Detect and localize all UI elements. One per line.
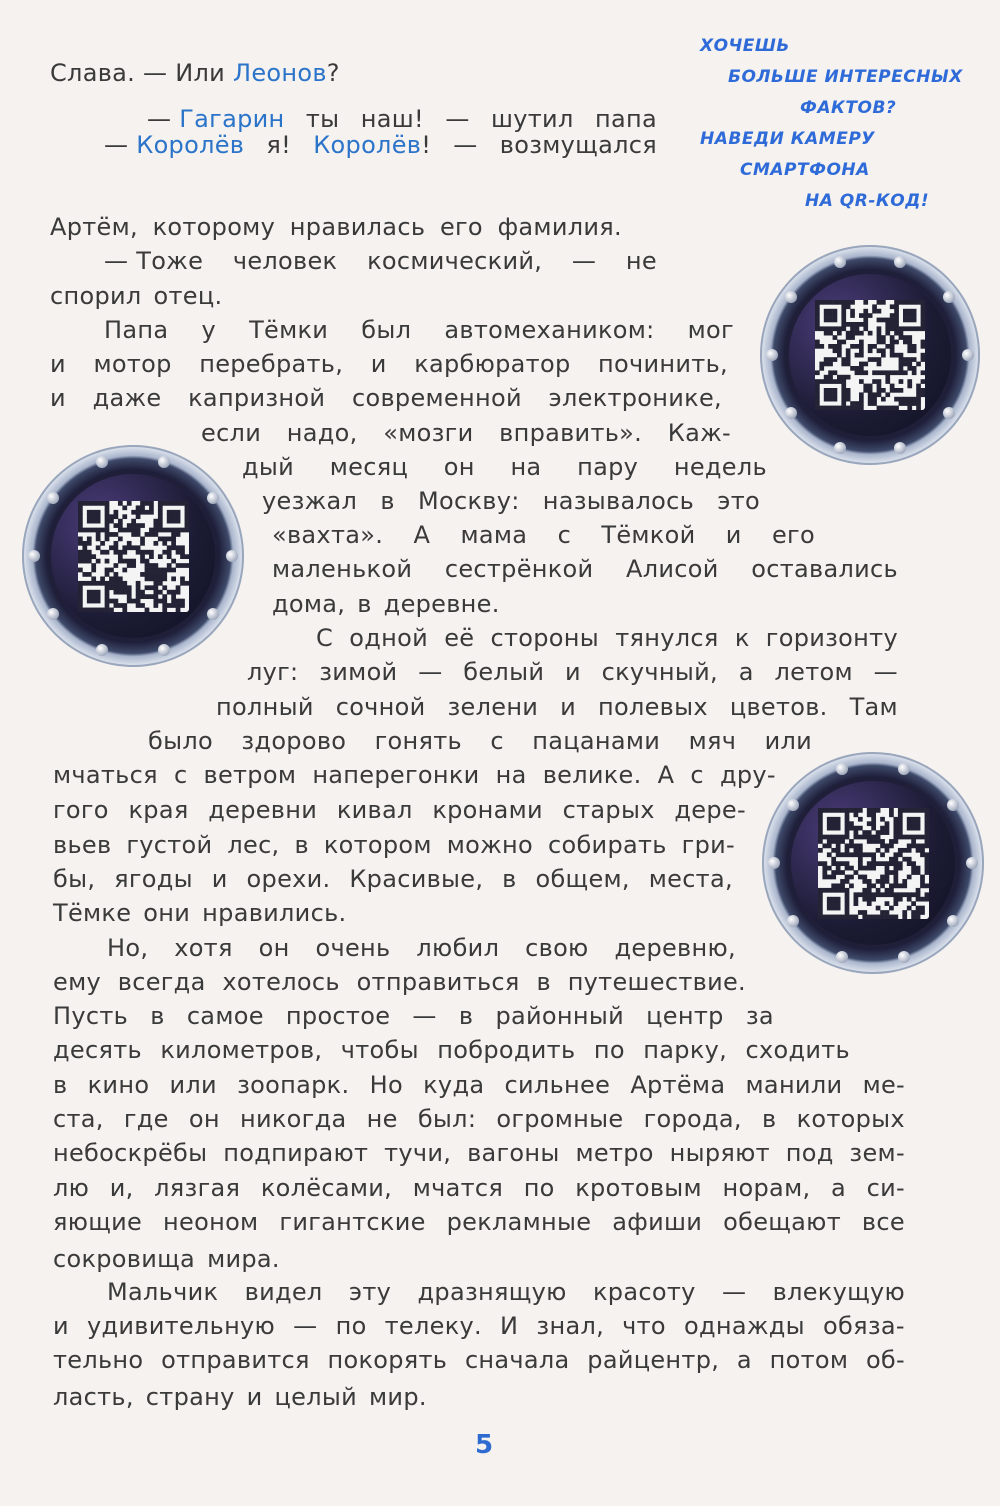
word: надо, [286,419,358,447]
word: зимой [319,658,398,686]
word: Мальчик [107,1278,219,1306]
text-line-l15 [272,587,520,621]
word: полный [216,693,314,721]
word: луг: [247,658,299,686]
word: лю [53,1174,90,1202]
word: кино [87,1071,150,1099]
word: целый [274,1383,358,1411]
word: гонять [374,727,462,755]
word: Каж- [667,419,731,447]
word: огромные [496,1105,624,1133]
word: где [123,1105,169,1133]
word: центр [646,1002,724,1030]
word: в [536,968,551,996]
word: хотелось [222,968,340,996]
word: гри- [681,831,735,859]
word: даже [92,384,162,412]
word: уезжал [262,487,358,515]
word: в [150,1002,165,1030]
word: на [495,761,527,789]
word: влекущую [772,1278,905,1306]
text-line-l31 [53,1136,905,1170]
word: по [523,1174,555,1202]
word: гигантские [279,1208,426,1236]
word: Тёмке [53,899,132,927]
word: у [201,316,216,344]
word: всегда [117,968,206,996]
word: колёсами, [260,1174,393,1202]
word: Тёмки [249,316,329,344]
word: и [246,1383,263,1411]
word: ветром [203,761,297,789]
word: полевых [598,693,708,721]
word: очень [315,934,391,962]
word: ягоды [114,865,193,893]
word: человек [232,247,338,275]
word: зоопарк. [237,1071,350,1099]
text-line-l13 [272,518,815,552]
word: Москву: [417,487,520,515]
text-line-l37 [53,1343,905,1377]
word: вагоны [467,1139,560,1167]
word: норам, [722,1174,811,1202]
word: Слава. — Или Леонов? [50,59,340,87]
word: побродить [437,1036,576,1064]
word: Артём, [50,213,138,241]
promo-line-1: ХОЧЕШЬ [700,36,790,56]
word: лес, [227,831,280,859]
word: А [657,761,675,789]
text-line-l35 [107,1275,905,1309]
word: и [50,350,66,378]
text-line-l22 [53,828,735,862]
word: сходить [745,1036,850,1064]
word: Там [849,693,898,721]
word: дразнящую [417,1278,567,1306]
word: и [560,693,577,721]
word: неоном [163,1208,259,1236]
text-line-l32 [53,1171,905,1205]
word: карбюратор [414,350,571,378]
word: Но [369,1071,403,1099]
word: километров, [160,1036,323,1064]
text-line-l05 [104,244,657,278]
text-line-l09 [50,381,722,415]
word: деревне. [383,590,500,618]
word: рекламные [446,1208,592,1236]
word: куда [423,1071,485,1099]
word: деревни [208,796,318,824]
word: это [717,487,760,515]
text-line-l27 [53,999,774,1033]
word: с [690,761,704,789]
text-line-l33 [53,1205,905,1239]
word: простое [285,1002,391,1030]
word: и [211,865,228,893]
word: орехи. [246,865,331,893]
text-line-l06 [50,279,230,313]
word: зелени [447,693,539,721]
word: — [453,131,478,159]
word: — [571,247,597,275]
word: нравилась [289,213,426,241]
word: называлось [542,487,695,515]
word: мчатся [412,1174,504,1202]
word: — [412,1002,437,1030]
word: в [762,1105,777,1133]
word: общем, [535,865,630,893]
word: ласть, [53,1383,134,1411]
word: свою [525,934,589,962]
word: кронами [432,796,543,824]
word: или [764,727,812,755]
word: шутил [491,105,574,133]
text-line-l14 [272,552,898,586]
text-line-l29 [53,1068,905,1102]
text-line-l23 [53,862,733,896]
word: сначала [464,1346,570,1374]
word: с [490,727,504,755]
word: электронике, [548,384,722,412]
text-line-l03 [104,128,657,162]
word: — Гагарин [147,105,285,133]
word: её [444,624,475,652]
word: пацанами [532,727,661,755]
word: котором [323,831,432,859]
word: мама [460,521,528,549]
word: за [745,1002,774,1030]
text-line-l12 [262,484,760,518]
word: любил [416,934,500,962]
word: деревню, [614,934,736,962]
word: маленькой [272,555,413,583]
word: если [201,419,262,447]
word: кивал [336,796,413,824]
word: метро [575,1139,654,1167]
word: — Королёв [104,131,245,159]
text-line-l36 [53,1309,905,1343]
word: а [831,1174,847,1202]
word: в [53,1071,68,1099]
word: мира. [207,1245,280,1273]
word: мчаться [53,761,158,789]
word: был: [417,1105,477,1133]
word: отправиться [356,968,520,996]
word: под [785,1139,834,1167]
word: сильнее [504,1071,611,1099]
word: «вахта». [272,521,384,549]
word: мяч [688,727,737,755]
word: или [169,1071,217,1099]
word: путешествие. [567,968,746,996]
text-line-l20 [53,758,776,792]
word: скучный, [601,658,718,686]
word: вьев [53,831,112,859]
word: в [458,1002,474,1030]
word: его [439,213,483,241]
word: в [294,831,309,859]
word: его [771,521,815,549]
word: густой [126,831,213,859]
word: покорять [327,1346,448,1374]
word: однажды [683,1312,805,1340]
word: все [861,1208,905,1236]
word: которому [152,213,276,241]
text-line-l11 [242,450,767,484]
word: а [738,658,754,686]
promo-line-3: ФАКТОВ? [800,98,897,118]
word: фамилия. [497,213,622,241]
word: он [443,453,475,481]
word: Тёмкой [601,521,696,549]
word: — [293,1312,318,1340]
word: афиши [612,1208,703,1236]
word: и [564,658,581,686]
word: и [370,350,387,378]
word: лязгая [154,1174,241,1202]
word: города, [643,1105,742,1133]
word: страну [145,1383,235,1411]
word: сестрёнкой [444,555,594,583]
word: обещают [723,1208,841,1236]
word: ста, [53,1105,104,1133]
word: он [258,934,290,962]
word: С [316,624,334,652]
word: собирать [547,831,667,859]
word: чтобы [340,1036,419,1064]
word: районный [495,1002,625,1030]
word: ныряют [669,1139,770,1167]
text-line-l28 [53,1033,850,1067]
word: оставались [751,555,898,583]
word: видел [244,1278,323,1306]
word: гого [53,796,109,824]
word: телеку. [384,1312,482,1340]
word: здорово [241,727,347,755]
text-line-l18 [216,690,898,724]
word: дый [242,453,295,481]
text-line-l07 [104,313,734,347]
word: недель [673,453,767,481]
text-line-l16 [316,621,898,655]
text-line-l04 [50,210,622,244]
word: летом [774,658,853,686]
word: — [418,658,443,686]
word: починить, [598,350,728,378]
word: Папа [104,316,169,344]
word: не [625,247,657,275]
word: что [622,1312,666,1340]
word: цветов. [729,693,828,721]
word: наперегонки [312,761,480,789]
text-line-l38 [53,1380,446,1414]
word: нравились. [202,899,347,927]
text-line-l10 [201,416,731,450]
word: И [500,1312,519,1340]
word: Красивые, [349,865,484,893]
word: стороны [490,624,600,652]
text-line-l17 [247,655,898,689]
word: «мозги [383,419,474,447]
word: не [366,1105,398,1133]
text-line-l21 [53,793,746,827]
word: капризной [188,384,326,412]
word: хотя [174,934,233,962]
word: ему [53,968,101,996]
word: по [335,1312,367,1340]
word: перебрать, [199,350,344,378]
word: эту [348,1278,392,1306]
word: на [510,453,542,481]
word: с [173,761,188,789]
text-line-l34 [53,1242,285,1276]
word: обяза- [823,1312,905,1340]
word: Королёв! [313,131,432,159]
word: об- [865,1346,905,1374]
word: возмущался [499,131,657,159]
word: современной [351,384,522,412]
word: знал, [536,1312,605,1340]
word: мог [687,316,734,344]
page-number: 5 [474,1430,494,1460]
word: райцентр, [587,1346,720,1374]
word: спорил [50,282,142,310]
word: парку, [643,1036,728,1064]
word: Но, [107,934,149,962]
word: потом [769,1346,849,1374]
word: папа [594,105,657,133]
word: тянулся [615,624,719,652]
word: они [143,899,191,927]
word: мотор [93,350,172,378]
word: подпирают [223,1139,369,1167]
word: а [736,1346,752,1374]
promo-line-6: НА QR-КОД! [805,191,930,211]
word: ты [305,105,340,133]
word: с [557,521,572,549]
word: — Тоже [104,247,204,275]
word: места, [648,865,733,893]
word: велике. [542,761,642,789]
word: яющие [53,1208,143,1236]
text-line-l24 [53,896,354,930]
word: небоскрёбы [53,1139,208,1167]
word: Алисой [626,555,719,583]
word: месяц [329,453,409,481]
word: дере- [674,796,746,824]
word: отец. [153,282,223,310]
word: сочной [335,693,426,721]
word: автомехаником: [444,316,655,344]
promo-line-4: НАВЕДИ КАМЕРУ [700,129,875,149]
word: никогда [240,1105,347,1133]
word: самое [186,1002,264,1030]
word: он [188,1105,220,1133]
word: Артёма [630,1071,726,1099]
word: отправится [161,1346,310,1374]
word: си- [866,1174,905,1202]
word: А [413,521,431,549]
word: и [725,521,742,549]
word: было [148,727,213,755]
word: вправить». [499,419,643,447]
word: пару [577,453,639,481]
word: Пусть [53,1002,129,1030]
text-line-l25 [107,931,736,965]
word: дома, [272,590,346,618]
word: дру- [720,761,776,789]
word: — [721,1278,747,1306]
word: можно [446,831,534,859]
word: и [53,1312,69,1340]
word: ме- [862,1071,905,1099]
word: старых [562,796,655,824]
word: белый [463,658,545,686]
word: в [357,590,372,618]
text-line-l30 [53,1102,905,1136]
word: бы, [53,865,96,893]
word: горизонту [765,624,898,652]
word: тучи, [384,1139,452,1167]
text-line-l02 [50,56,420,90]
word: к [734,624,750,652]
word: — [445,105,470,133]
text-line-l19 [148,724,812,758]
word: — [873,658,898,686]
word: космический, [367,247,543,275]
word: и, [109,1174,134,1202]
word: десять [53,1036,142,1064]
word: красоту [593,1278,696,1306]
word: зем- [849,1139,905,1167]
word: сокровища [53,1245,196,1273]
promo-line-2: БОЛЬШЕ ИНТЕРЕСНЫХ [728,67,963,87]
word: тельно [53,1346,144,1374]
word: одной [349,624,428,652]
word: удивительную [87,1312,276,1340]
word: края [128,796,189,824]
text-line-l26 [53,965,746,999]
word: я! [266,131,292,159]
promo-line-5: СМАРТФОНА [740,160,870,180]
word: в [380,487,395,515]
word: был [361,316,412,344]
word: манили [745,1071,843,1099]
text-line-l08 [50,347,728,381]
word: мир. [369,1383,427,1411]
word: наш! [360,105,424,133]
word: и [50,384,66,412]
word: в [502,865,517,893]
word: которых [796,1105,905,1133]
word: по [593,1036,625,1064]
word: кротовым [575,1174,702,1202]
